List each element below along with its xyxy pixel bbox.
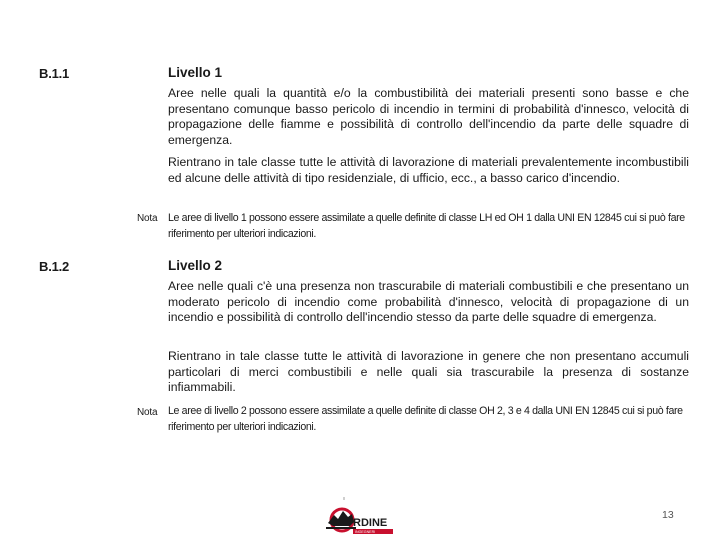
logo-base [326, 527, 356, 529]
section-paragraph: Aree nelle quali la quantità e/o la combustibilità dei materiali presenti sono basse e che presentano comunque basso pericolo di incendio in termini di probabilità d'innesco, velocità di propagazione delle fiamme e possibilità di controllo dell'incendio da parte delle squadre di emergenza. [168, 86, 689, 147]
nota-text: Le aree di livello 1 possono essere assimilate a quelle definite di classe LH ed OH 1 dalla UNI EN 12845 cui si può fare riferimento per ulteriori indicazioni. [168, 212, 685, 240]
section-title: Livello 2 [168, 258, 223, 273]
nota-label: Nota [137, 213, 158, 224]
logo-text: RDINE [353, 517, 388, 529]
section-paragraph: Rientrano in tale classe tutte le attività di lavorazione di materiali prevalentemente incombustibili ed alcune delle attività di tipo residenziale, di ufficio, ecc., a basso carico d'incendio. [168, 155, 689, 185]
page-number: 13 [662, 509, 674, 521]
section-paragraph: Aree nelle quali c'è una presenza non trascurabile di materiali combustibili e che presentano un moderato pericolo di incendio come probabilità d'innesco, velocità di propagazione di un incendio e possibilità di controllo dell'incendio stesso da parte delle squadre di emergenza. [168, 279, 689, 325]
ordine-logo [324, 496, 398, 538]
section-code: B.1.1 [39, 66, 70, 81]
section-paragraph: Rientrano in tale classe tutte le attività di lavorazione in genere che non presentano accumuli particolari di merci combustibili e nelle quali sia trascurabile la presenza di sostanze infiammabili. [168, 349, 689, 395]
section-code: B.1.2 [39, 259, 70, 274]
logo-subtext: INGEGNERI [355, 530, 376, 535]
nota-label: Nota [137, 407, 158, 418]
section-title: Livello 1 [168, 65, 223, 80]
nota-text: Le aree di livello 2 possono essere assimilate a quelle definite di classe OH 2, 3 e 4 dalla UNI EN 12845 cui si può fare riferimento per ulteriori indicazioni. [168, 405, 683, 433]
